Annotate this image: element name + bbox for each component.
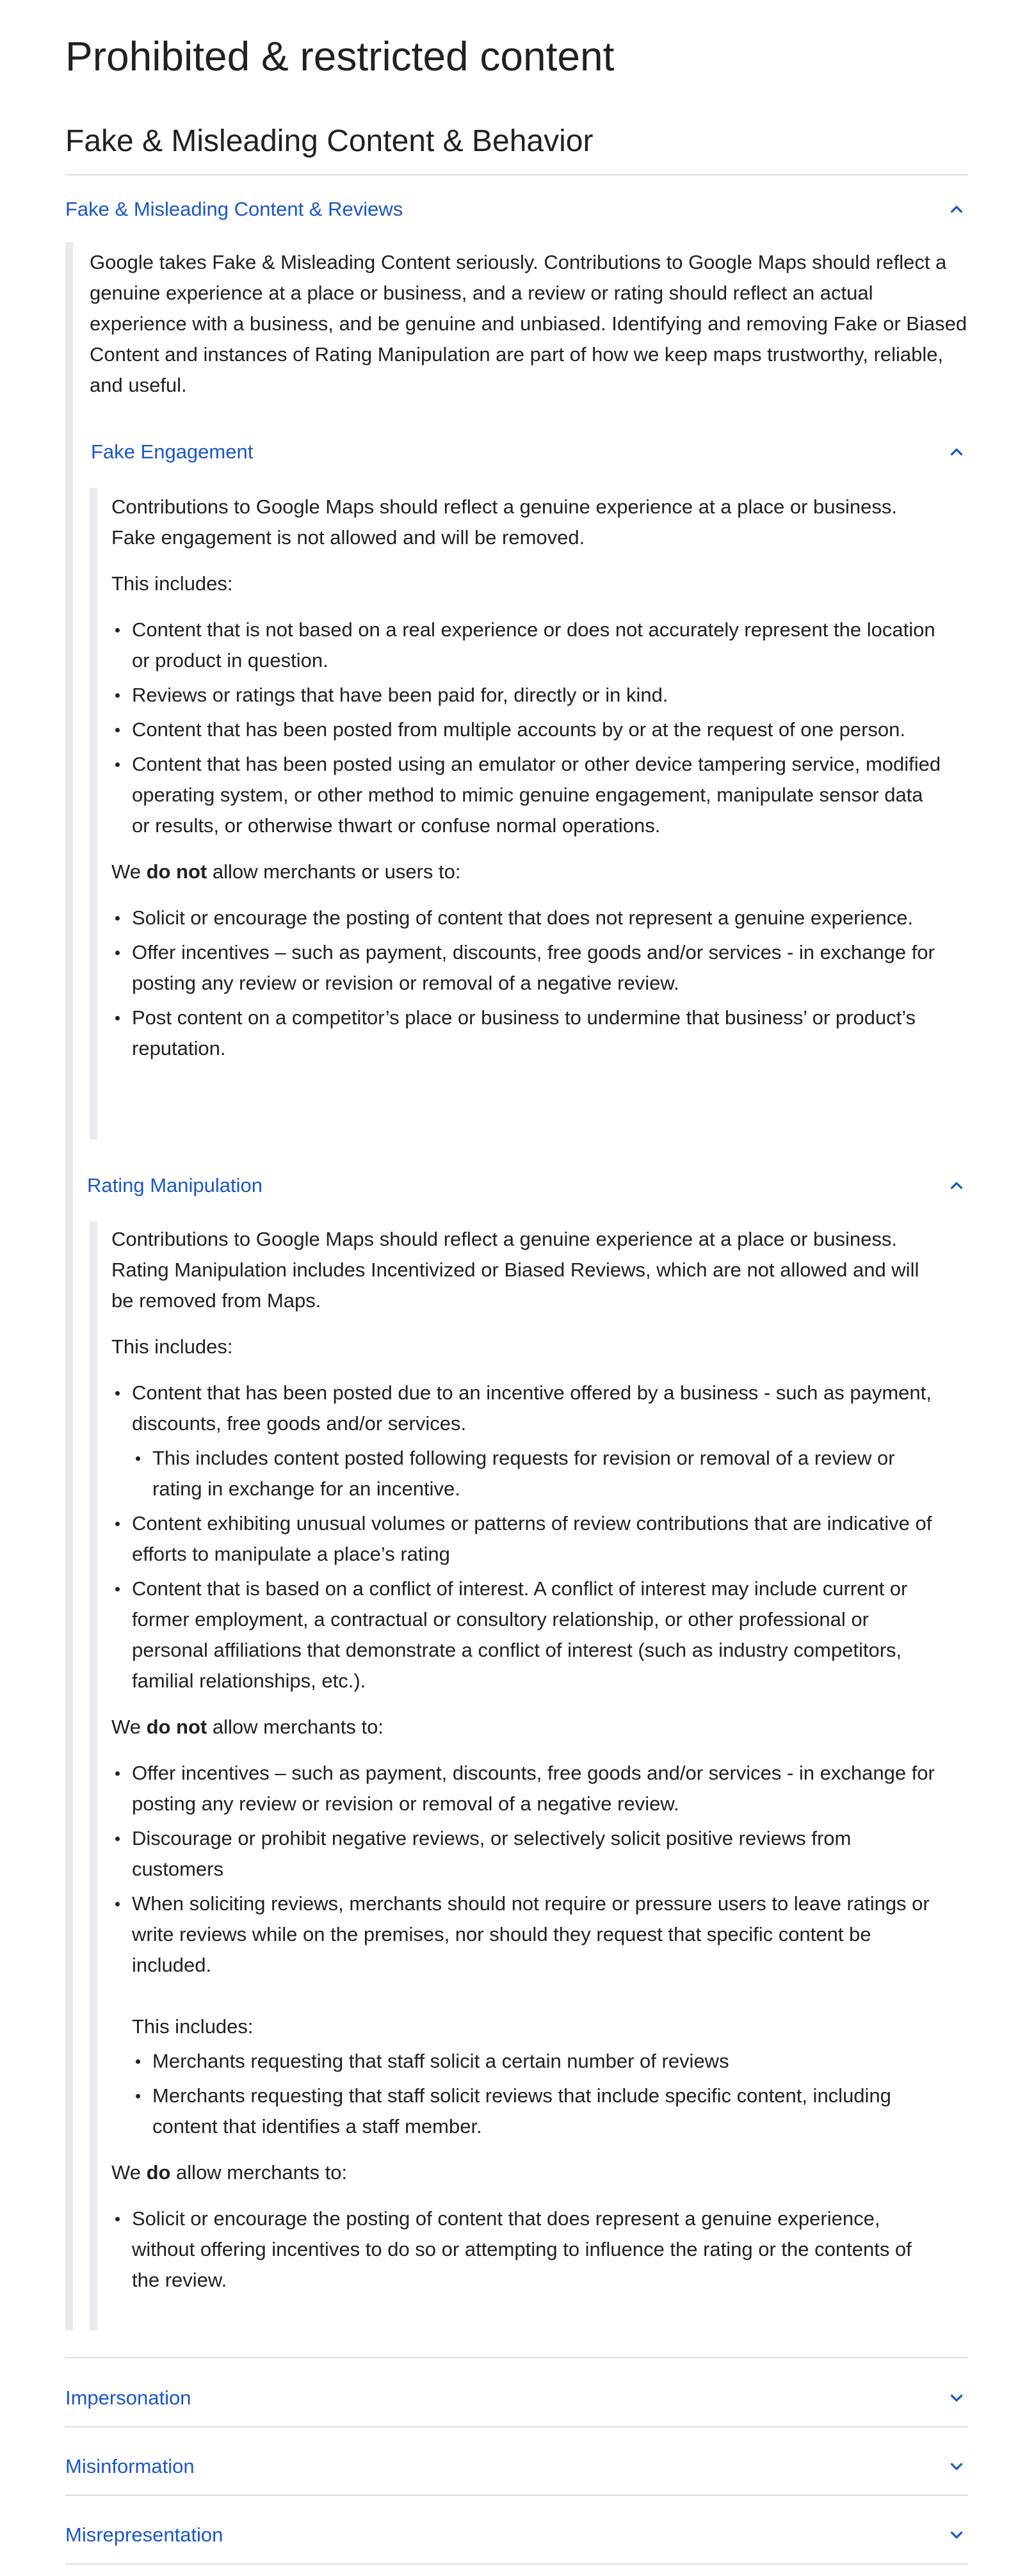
accordion-rating-manipulation[interactable] [87,1166,968,1205]
fake-engagement-includes-list [111,615,944,841]
divider [65,2563,968,2564]
rating-manipulation-intro: Contributions to Google Maps should reflect a genuine experience at a place or business. Rating Manipulation includes Incentivized or Biased Reviews, which are not allowed and will be removed from Maps. [111,1228,919,1312]
list-item: Offer incentives – such as payment, discounts, free goods and/or services - in exchange for posting any review or revision or removal of a negative review. [111,1758,944,1819]
fake-engagement-intro: Contributions to Google Maps should reflect a genuine experience at a place or business. Fake engagement is not allowed and will be removed. [111,495,897,549]
chevron-down-icon [945,2524,968,2547]
intro-paragraph: Google takes Fake & Misleading Content seriously. Contributions to Google Maps should reflect a genuine experience at a place or business, and a review or rating should reflect an actual experience with a business, and be genuine and unbiased. Identifying and removing Fake or Biased Content and instances of Rating Manipulation are part of how we keep maps trustworthy, reliable, and useful. [90,251,967,396]
list-item: When soliciting reviews, merchants should not require or pressure users to leave ratings or write reviews while on the premises, nor should they request that specific content be included. This includes: Merchants requesting that staff solicit a certain number of reviews Merchants requesting that staff solicit reviews that include specific content, including content that identifies a staff member. [111,1888,944,2142]
rating-manipulation-do-list [111,2203,944,2296]
sub-includes-label: This includes: [132,2015,254,2038]
accordion-title: Fake Engagement [91,440,254,463]
divider [65,174,968,175]
chevron-up-icon [945,198,968,221]
sub-list [132,2046,944,2142]
rating-manipulation-donot-list [111,1758,944,2142]
list-item: Reviews or ratings that have been paid for, directly or in kind. [111,680,944,711]
accordion-misrepresentation[interactable] [65,2516,968,2554]
divider [65,2357,968,2358]
accordion-title: Misinformation [65,2455,195,2477]
chevron-up-icon [945,1174,968,1197]
rating-manipulation-quote-bar [90,1221,97,2330]
sub-list-item: Merchants requesting that staff solicit reviews that include specific content, including content that identifies a staff member. [132,2081,944,2142]
divider [65,2426,968,2427]
accordion-misinformation[interactable] [65,2447,968,2486]
list-item: Content exhibiting unusual volumes or patterns of review contributions that are indicative of efforts to manipulate a place’s rating [111,1508,944,1570]
list-item: Content that has been posted using an emulator or other device tampering service, modified operating system, or other method to mimic genuine engagement, manipulate sensor data or results, or otherwise thwart or confuse normal operations. [111,749,944,841]
chevron-up-icon [945,440,968,463]
accordion-title: Misrepresentation [65,2524,223,2546]
list-item: Solicit or encourage the posting of content that does represent a genuine experience, without offering incentives to do so or attempting to influence the rating or the contents of the review. [111,2203,944,2296]
accordion-fake-misleading-content[interactable] [65,190,968,229]
rating-manipulation-includes-list [111,1378,944,1696]
rating-manipulation-content [111,1224,944,2296]
list-item: Content that is based on a conflict of interest. A conflict of interest may include current or former employment, a contractual or consultory relationship, or other professional or personal affiliations that demonstrate a conflict of interest (such as industry competitors, familial relationships, etc.). [111,1574,944,1696]
includes-label: This includes: [111,572,233,595]
chevron-down-icon [945,2387,968,2410]
accordion-fake-engagement[interactable] [91,433,968,471]
sub-list-item: Merchants requesting that staff solicit a certain number of reviews [132,2046,944,2077]
intro-text-block [90,247,968,401]
list-item: Solicit or encourage the posting of content that does not represent a genuine experience. [111,903,944,933]
list-item: Content that has been posted due to an incentive offered by a business - such as payment, discounts, free goods and/or services. This includes content posted following requests for revision or removal of a review or rating in exchange for an incentive. [111,1378,944,1504]
do-label: We do allow merchants to: [111,2161,348,2184]
list-item: Discourage or prohibit negative reviews, or selectively solicit positive reviews from customers [111,1823,944,1885]
divider [65,2495,968,2496]
list-item: Offer incentives – such as payment, discounts, free goods and/or services - in exchange for posting any review or revision or removal of a negative review. [111,937,944,999]
includes-label: This includes: [111,1335,233,1358]
page-title: Prohibited & restricted content [65,33,615,79]
sub-list [132,1443,944,1504]
fake-engagement-donot-list [111,903,944,1064]
sub-list-item: This includes content posted following requests for revision or removal of a review or rating in exchange for an incentive. [132,1443,944,1504]
accordion-title: Impersonation [65,2387,191,2409]
fake-engagement-content [111,492,944,1064]
fake-engagement-quote-bar [90,488,97,1139]
donot-label: We do not allow merchants to: [111,1716,384,1738]
list-item: Content that has been posted from multiple accounts by or at the request of one person. [111,714,944,745]
section-title: Fake & Misleading Content & Behavior [65,124,594,158]
chevron-down-icon [945,2455,968,2478]
list-item: Post content on a competitor’s place or business to undermine that business’ or product’s reputation. [111,1002,944,1064]
accordion-title: Rating Manipulation [87,1174,263,1196]
donot-label: We do not allow merchants or users to: [111,860,461,883]
accordion-title: Fake & Misleading Content & Reviews [65,198,403,220]
content-quote-bar [65,242,73,2330]
accordion-impersonation[interactable] [65,2379,968,2417]
list-item: Content that is not based on a real experience or does not accurately represent the location or product in question. [111,615,944,676]
